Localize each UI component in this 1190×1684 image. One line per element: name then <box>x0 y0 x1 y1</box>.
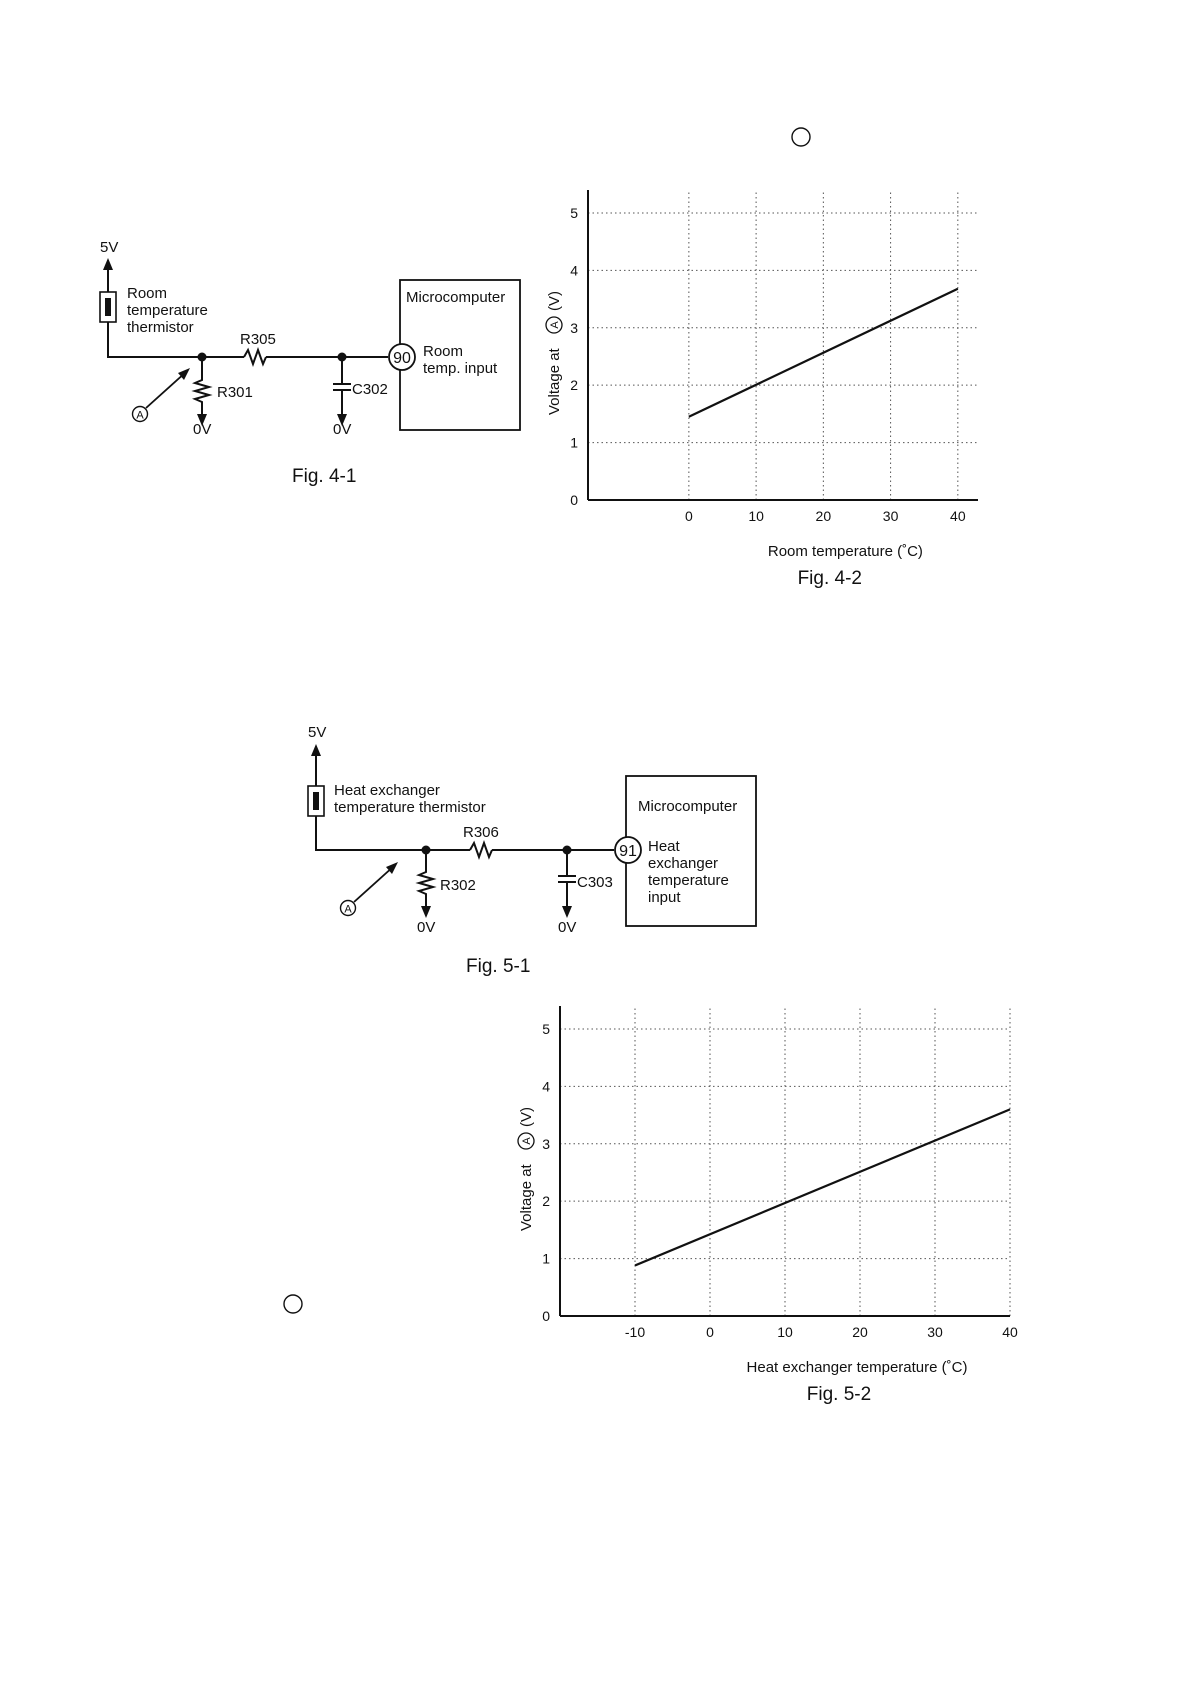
thermistor-label-2: temperature thermistor <box>334 799 486 816</box>
thermistor-label-2: temperature <box>127 302 208 319</box>
resistor-r302-label: R302 <box>440 877 476 894</box>
pin-number: 91 <box>619 843 637 860</box>
point-a-label: A <box>136 409 144 422</box>
fig5-2-chart <box>510 1000 1070 1460</box>
resistor-r305-label: R305 <box>240 331 276 348</box>
y-axis-label-unit: (V) <box>518 1107 535 1127</box>
series-line-voltage <box>689 289 958 417</box>
thermistor-label-1: Room <box>127 285 168 302</box>
x-tick-label: 40 <box>1002 1324 1018 1340</box>
y-tick-label: 1 <box>570 434 578 451</box>
supply-arrow-icon <box>311 744 321 756</box>
x-tick-label: 30 <box>927 1324 943 1340</box>
pin-label-1: Heat <box>648 838 680 855</box>
x-tick-label: 30 <box>882 508 899 524</box>
x-tick-label: 20 <box>815 508 832 524</box>
resistor-r306-label: R306 <box>463 824 499 841</box>
fig4-1-circuit <box>0 0 540 500</box>
x-tick-label: 0 <box>684 508 693 524</box>
figure-caption: Fig. 4-1 <box>292 466 357 487</box>
microcomputer-title: Microcomputer <box>406 289 506 306</box>
point-a-arrow <box>146 372 186 408</box>
ground-arrow-icon <box>562 906 572 918</box>
y-tick-label: 0 <box>542 1308 550 1324</box>
main-wire-left <box>316 816 470 850</box>
figure-caption: Fig. 5-1 <box>466 956 531 977</box>
pin-label-3: temperature <box>648 872 729 889</box>
y-axis-label <box>546 291 563 415</box>
y-tick-label: 2 <box>570 377 578 394</box>
y-axis-label-circle-letter: A <box>549 321 561 329</box>
ground-label-left: 0V <box>417 919 436 936</box>
y-tick-label: 5 <box>542 1020 550 1037</box>
resistor-r301-label: R301 <box>217 384 253 401</box>
thermistor-label-3: thermistor <box>127 319 194 336</box>
x-tick-label: 0 <box>706 1324 714 1340</box>
microcomputer-title: Microcomputer <box>638 798 738 815</box>
point-a-arrow <box>354 866 394 902</box>
pin-label-4: input <box>648 889 681 906</box>
y-tick-label: 3 <box>570 319 578 336</box>
pin-label-1: Room <box>423 343 464 360</box>
thermistor-element <box>105 298 111 316</box>
pin-label-2: temp. input <box>423 360 498 377</box>
y-tick-label: 0 <box>570 492 578 508</box>
capacitor-c302-label: C302 <box>352 381 388 398</box>
supply-arrow-icon <box>103 258 113 270</box>
x-tick-label: 20 <box>852 1324 868 1340</box>
y-tick-label: 2 <box>542 1193 550 1210</box>
y-axis-label-text: Voltage at <box>518 1164 535 1231</box>
capacitor-c303-label: C303 <box>577 874 613 891</box>
x-axis-label: Heat exchanger temperature (˚C) <box>746 1359 968 1376</box>
x-axis-label: Room temperature (˚C) <box>767 543 923 560</box>
y-tick-label: 1 <box>542 1250 550 1267</box>
resistor-r306-icon <box>470 843 492 857</box>
page-marker-circle-top <box>790 126 812 148</box>
resistor-r305-icon <box>244 350 266 364</box>
y-tick-label: 5 <box>570 204 578 221</box>
ground-label-right: 0V <box>333 421 352 438</box>
supply-label: 5V <box>308 724 327 741</box>
y-axis-label-text: Voltage at <box>546 348 563 415</box>
x-tick-label: 40 <box>950 508 966 524</box>
y-tick-label: 4 <box>570 262 578 279</box>
ground-arrow-icon <box>421 906 431 918</box>
y-tick-label: 4 <box>542 1078 550 1095</box>
ground-label-left: 0V <box>193 421 212 438</box>
x-tick-label: 10 <box>777 1324 793 1340</box>
thermistor-element <box>313 792 319 810</box>
series-line-voltage <box>635 1109 1010 1265</box>
point-a-label: A <box>344 903 352 916</box>
resistor-r302-icon <box>419 850 433 910</box>
y-axis-label-unit: (V) <box>546 291 563 311</box>
supply-label: 5V <box>100 239 119 256</box>
y-tick-label: 3 <box>542 1135 550 1152</box>
ground-label-right: 0V <box>558 919 577 936</box>
figure-caption: Fig. 4-2 <box>797 568 863 589</box>
pin-number: 90 <box>393 350 411 367</box>
fig5-1-circuit <box>0 720 780 980</box>
y-axis-label-circle-letter: A <box>521 1137 533 1145</box>
x-tick-label: 10 <box>748 508 764 524</box>
fig4-2-chart <box>530 190 1070 650</box>
thermistor-label-1: Heat exchanger <box>334 782 440 799</box>
resistor-r301-icon <box>195 357 209 418</box>
y-axis-label <box>518 1107 535 1231</box>
x-tick-label: -10 <box>624 1324 646 1340</box>
pin-label-2: exchanger <box>648 855 719 872</box>
page-marker-circle-bottom <box>282 1293 304 1315</box>
figure-caption: Fig. 5-2 <box>806 1384 872 1405</box>
